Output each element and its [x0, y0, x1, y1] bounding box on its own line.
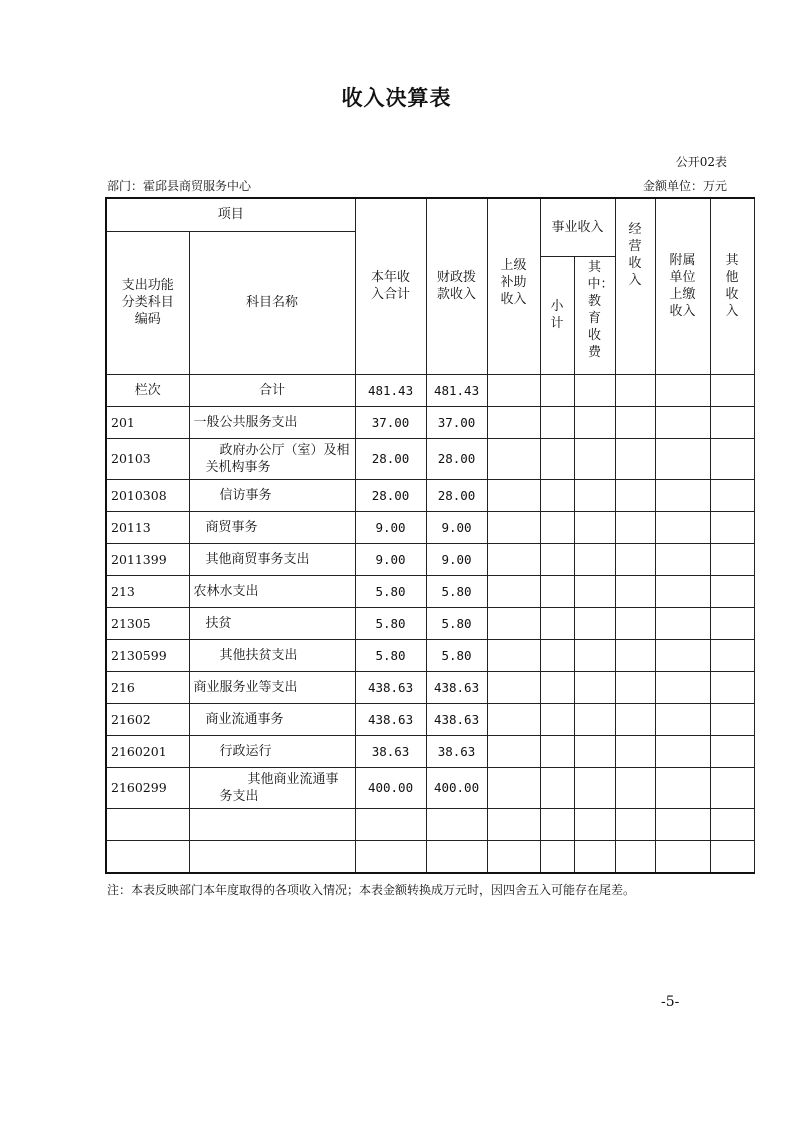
row-code: 2010308 [106, 479, 189, 511]
empty-cell [710, 374, 754, 406]
row-code: 2160201 [106, 735, 189, 767]
empty-cell [710, 511, 754, 543]
empty-cell [487, 543, 540, 575]
empty-cell [189, 840, 355, 873]
row-name: 商贸事务 [189, 511, 355, 543]
empty-cell [426, 808, 487, 840]
empty-cell [615, 479, 655, 511]
empty-cell [615, 703, 655, 735]
empty-row [106, 840, 754, 873]
empty-cell [540, 374, 574, 406]
empty-cell [710, 808, 754, 840]
empty-cell [540, 406, 574, 438]
empty-cell [540, 671, 574, 703]
empty-cell [710, 406, 754, 438]
header-operating: 经营收入 [615, 198, 655, 374]
total-row-label: 栏次 [106, 374, 189, 406]
empty-cell [655, 479, 710, 511]
row-total: 438.63 [355, 671, 426, 703]
empty-cell [189, 808, 355, 840]
row-fiscal: 9.00 [426, 543, 487, 575]
row-name: 行政运行 [189, 735, 355, 767]
empty-cell [710, 543, 754, 575]
row-name: 其他商贸事务支出 [189, 543, 355, 575]
row-total: 5.80 [355, 639, 426, 671]
row-total: 37.00 [355, 406, 426, 438]
empty-cell [615, 767, 655, 808]
row-total: 38.63 [355, 735, 426, 767]
header-enterprise: 事业收入 [540, 198, 615, 256]
row-total: 28.00 [355, 438, 426, 479]
empty-cell [655, 543, 710, 575]
header-subtotal: 小计 [540, 256, 574, 374]
footnote: 注：本表反映部门本年度取得的各项收入情况；本表金额转换成万元时，因四舍五入可能存在尾差。 [107, 883, 636, 897]
row-code: 213 [106, 575, 189, 607]
empty-cell [655, 438, 710, 479]
empty-cell [106, 840, 189, 873]
row-name: 其他扶贫支出 [189, 639, 355, 671]
empty-cell [487, 767, 540, 808]
empty-cell [615, 575, 655, 607]
empty-cell [540, 703, 574, 735]
empty-cell [655, 575, 710, 607]
table-row [106, 735, 754, 767]
row-fiscal: 5.80 [426, 607, 487, 639]
row-fiscal: 28.00 [426, 438, 487, 479]
header-code: 支出功能分类科目编码 [106, 231, 189, 374]
header-education: 其中：教育收费 [574, 256, 615, 374]
row-fiscal: 438.63 [426, 671, 487, 703]
row-code: 21305 [106, 607, 189, 639]
row-total: 400.00 [355, 767, 426, 808]
empty-cell [615, 639, 655, 671]
empty-cell [710, 438, 754, 479]
empty-cell [655, 607, 710, 639]
row-name: 信访事务 [189, 479, 355, 511]
empty-cell [574, 808, 615, 840]
row-total: 9.00 [355, 543, 426, 575]
empty-cell [574, 406, 615, 438]
empty-cell [574, 639, 615, 671]
row-code: 20113 [106, 511, 189, 543]
empty-cell [487, 374, 540, 406]
empty-cell [574, 607, 615, 639]
unit-label: 金额单位：万元 [642, 179, 727, 193]
empty-cell [574, 767, 615, 808]
row-code: 2130599 [106, 639, 189, 671]
table-row [106, 767, 754, 808]
empty-cell [710, 479, 754, 511]
empty-cell [355, 840, 426, 873]
row-total: 5.80 [355, 607, 426, 639]
empty-cell [615, 840, 655, 873]
empty-cell [710, 671, 754, 703]
empty-cell [426, 840, 487, 873]
empty-cell [710, 767, 754, 808]
row-fiscal: 38.63 [426, 735, 487, 767]
row-code: 201 [106, 406, 189, 438]
empty-cell [106, 808, 189, 840]
empty-cell [655, 671, 710, 703]
row-total: 438.63 [355, 703, 426, 735]
row-name: 农林水支出 [189, 575, 355, 607]
empty-cell [487, 808, 540, 840]
row-name: 一般公共服务支出 [189, 406, 355, 438]
empty-cell [615, 543, 655, 575]
empty-cell [655, 511, 710, 543]
form-number: 公开02表 [675, 155, 727, 169]
row-total: 28.00 [355, 479, 426, 511]
empty-cell [574, 479, 615, 511]
empty-cell [540, 479, 574, 511]
empty-cell [487, 511, 540, 543]
empty-cell [615, 607, 655, 639]
row-fiscal: 400.00 [426, 767, 487, 808]
empty-cell [487, 479, 540, 511]
table-row [106, 575, 754, 607]
empty-cell [487, 671, 540, 703]
empty-cell [355, 808, 426, 840]
total-row-total: 481.43 [355, 374, 426, 406]
empty-cell [574, 511, 615, 543]
empty-cell [615, 511, 655, 543]
empty-cell [540, 543, 574, 575]
header-affiliated: 附属单位上缴收入 [655, 198, 710, 374]
empty-cell [540, 438, 574, 479]
table-row [106, 406, 754, 438]
row-fiscal: 5.80 [426, 575, 487, 607]
row-code: 2011399 [106, 543, 189, 575]
empty-cell [574, 438, 615, 479]
empty-cell [710, 639, 754, 671]
empty-cell [655, 639, 710, 671]
department-label: 部门：霍邱县商贸服务中心 [107, 179, 252, 193]
header-superior: 上级补助收入 [487, 198, 540, 374]
empty-cell [574, 374, 615, 406]
page-number: -5- [661, 994, 680, 1010]
row-name: 其他商业流通事务支出 [189, 767, 355, 808]
row-name: 商业服务业等支出 [189, 671, 355, 703]
empty-cell [540, 639, 574, 671]
empty-cell [540, 511, 574, 543]
row-name: 商业流通事务 [189, 703, 355, 735]
empty-cell [655, 406, 710, 438]
empty-cell [574, 543, 615, 575]
table-row [106, 607, 754, 639]
header-fiscal: 财政拨款收入 [426, 198, 487, 374]
empty-cell [615, 671, 655, 703]
empty-cell [540, 808, 574, 840]
empty-cell [487, 575, 540, 607]
empty-cell [710, 703, 754, 735]
row-name: 扶贫 [189, 607, 355, 639]
empty-cell [710, 575, 754, 607]
row-fiscal: 37.00 [426, 406, 487, 438]
row-code: 21602 [106, 703, 189, 735]
empty-cell [655, 840, 710, 873]
empty-cell [710, 735, 754, 767]
total-row-name: 合计 [189, 374, 355, 406]
row-name: 政府办公厅（室）及相关机构事务 [189, 438, 355, 479]
empty-cell [540, 607, 574, 639]
table-row [106, 511, 754, 543]
table-row [106, 671, 754, 703]
empty-cell [487, 735, 540, 767]
table-row [106, 438, 754, 479]
empty-cell [487, 438, 540, 479]
empty-cell [487, 639, 540, 671]
row-code: 2160299 [106, 767, 189, 808]
income-table-body [105, 197, 755, 874]
empty-cell [540, 735, 574, 767]
row-total: 5.80 [355, 575, 426, 607]
header-other: 其他收入 [710, 198, 754, 374]
empty-cell [655, 703, 710, 735]
header-name: 科目名称 [189, 231, 355, 374]
empty-cell [574, 735, 615, 767]
empty-cell [655, 735, 710, 767]
row-fiscal: 438.63 [426, 703, 487, 735]
empty-cell [655, 374, 710, 406]
header-project: 项目 [106, 198, 355, 231]
empty-cell [574, 575, 615, 607]
empty-cell [710, 607, 754, 639]
empty-cell [615, 808, 655, 840]
empty-cell [487, 703, 540, 735]
row-total: 9.00 [355, 511, 426, 543]
table-row [106, 543, 754, 575]
empty-cell [655, 808, 710, 840]
empty-cell [615, 406, 655, 438]
empty-cell [574, 703, 615, 735]
row-code: 216 [106, 671, 189, 703]
empty-cell [615, 735, 655, 767]
header-total: 本年收入合计 [355, 198, 426, 374]
empty-cell [574, 671, 615, 703]
page-title: 收入决算表 [341, 86, 452, 110]
table-row [106, 479, 754, 511]
empty-row [106, 808, 754, 840]
empty-cell [487, 607, 540, 639]
row-fiscal: 5.80 [426, 639, 487, 671]
empty-cell [540, 575, 574, 607]
row-fiscal: 9.00 [426, 511, 487, 543]
row-fiscal: 28.00 [426, 479, 487, 511]
empty-cell [540, 840, 574, 873]
empty-cell [615, 438, 655, 479]
table-row [106, 639, 754, 671]
empty-cell [655, 767, 710, 808]
empty-cell [615, 374, 655, 406]
total-row-fiscal: 481.43 [426, 374, 487, 406]
table-row [106, 703, 754, 735]
row-code: 20103 [106, 438, 189, 479]
empty-cell [487, 406, 540, 438]
empty-cell [574, 840, 615, 873]
empty-cell [540, 767, 574, 808]
empty-cell [487, 840, 540, 873]
empty-cell [710, 840, 754, 873]
